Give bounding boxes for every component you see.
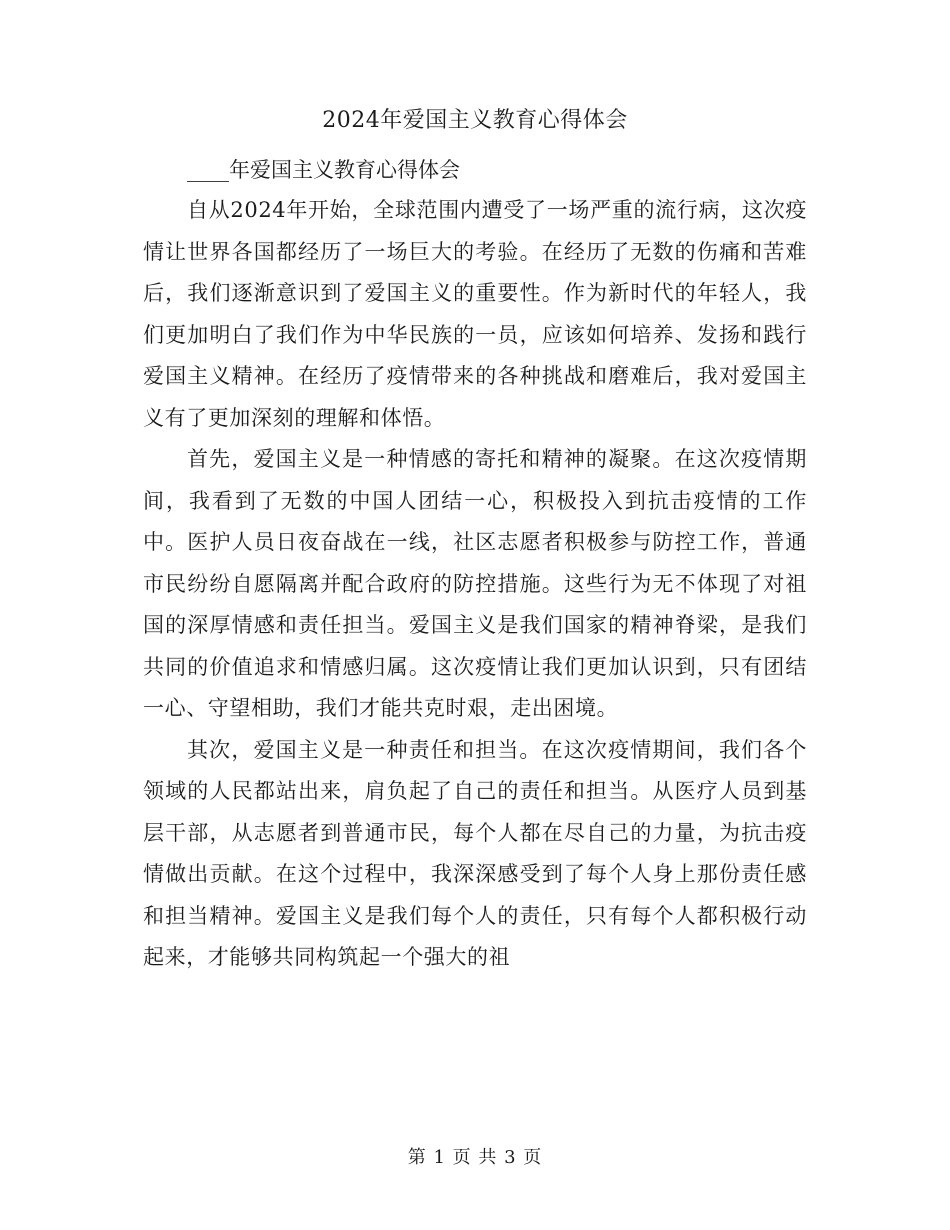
document-title: 2024年爱国主义教育心得体会 bbox=[322, 108, 628, 133]
paragraph: 首先，爱国主义是一种情感的寄托和精神的凝聚。在这次疫情期间，我看到了无数的中国人团结一心，积极投入到抗击疫情的工作中。医护人员日夜奋战在一线，社区志愿者积极参与防控工作，普通市民纷纷自愿隔离并配合政府的防控措施。这些行为无不体现了对祖国的深厚情感和责任担当。爱国主义是我们国家的精神脊梁，是我们共同的价值追求和情感归属。这次疫情让我们更加认识到，只有团结一心、守望相助，我们才能共克时艰，走出困境。 bbox=[143, 447, 807, 720]
paragraph: 自从2024年开始，全球范围内遭受了一场严重的流行病，这次疫情让世界各国都经历了一场巨大的考验。在经历了无数的伤痛和苦难后，我们逐渐意识到了爱国主义的重要性。作为新时代的年轻人，我们更加明白了我们作为中华民族的一员，应该如何培养、发扬和践行爱国主义精神。在经历了疫情带来的各种挑战和磨难后，我对爱国主义有了更加深刻的理解和体悟。 bbox=[143, 198, 807, 430]
document-subtitle: ____年爱国主义教育心得体会 bbox=[187, 158, 460, 182]
document-body bbox=[143, 150, 807, 979]
page-number-footer: 第 1 页 共 3 页 bbox=[407, 1147, 543, 1168]
paragraph: 其次，爱国主义是一种责任和担当。在这次疫情期间，我们各个领域的人民都站出来，肩负起了自己的责任和担当。从医疗人员到基层干部，从志愿者到普通市民，每个人都在尽自己的力量，为抗击疫情做出贡献。在这个过程中，我深深感受到了每个人身上那份责任感和担当精神。爱国主义是我们每个人的责任，只有每个人都积极行动起来，才能够共同构筑起一个强大的祖 bbox=[143, 737, 807, 969]
